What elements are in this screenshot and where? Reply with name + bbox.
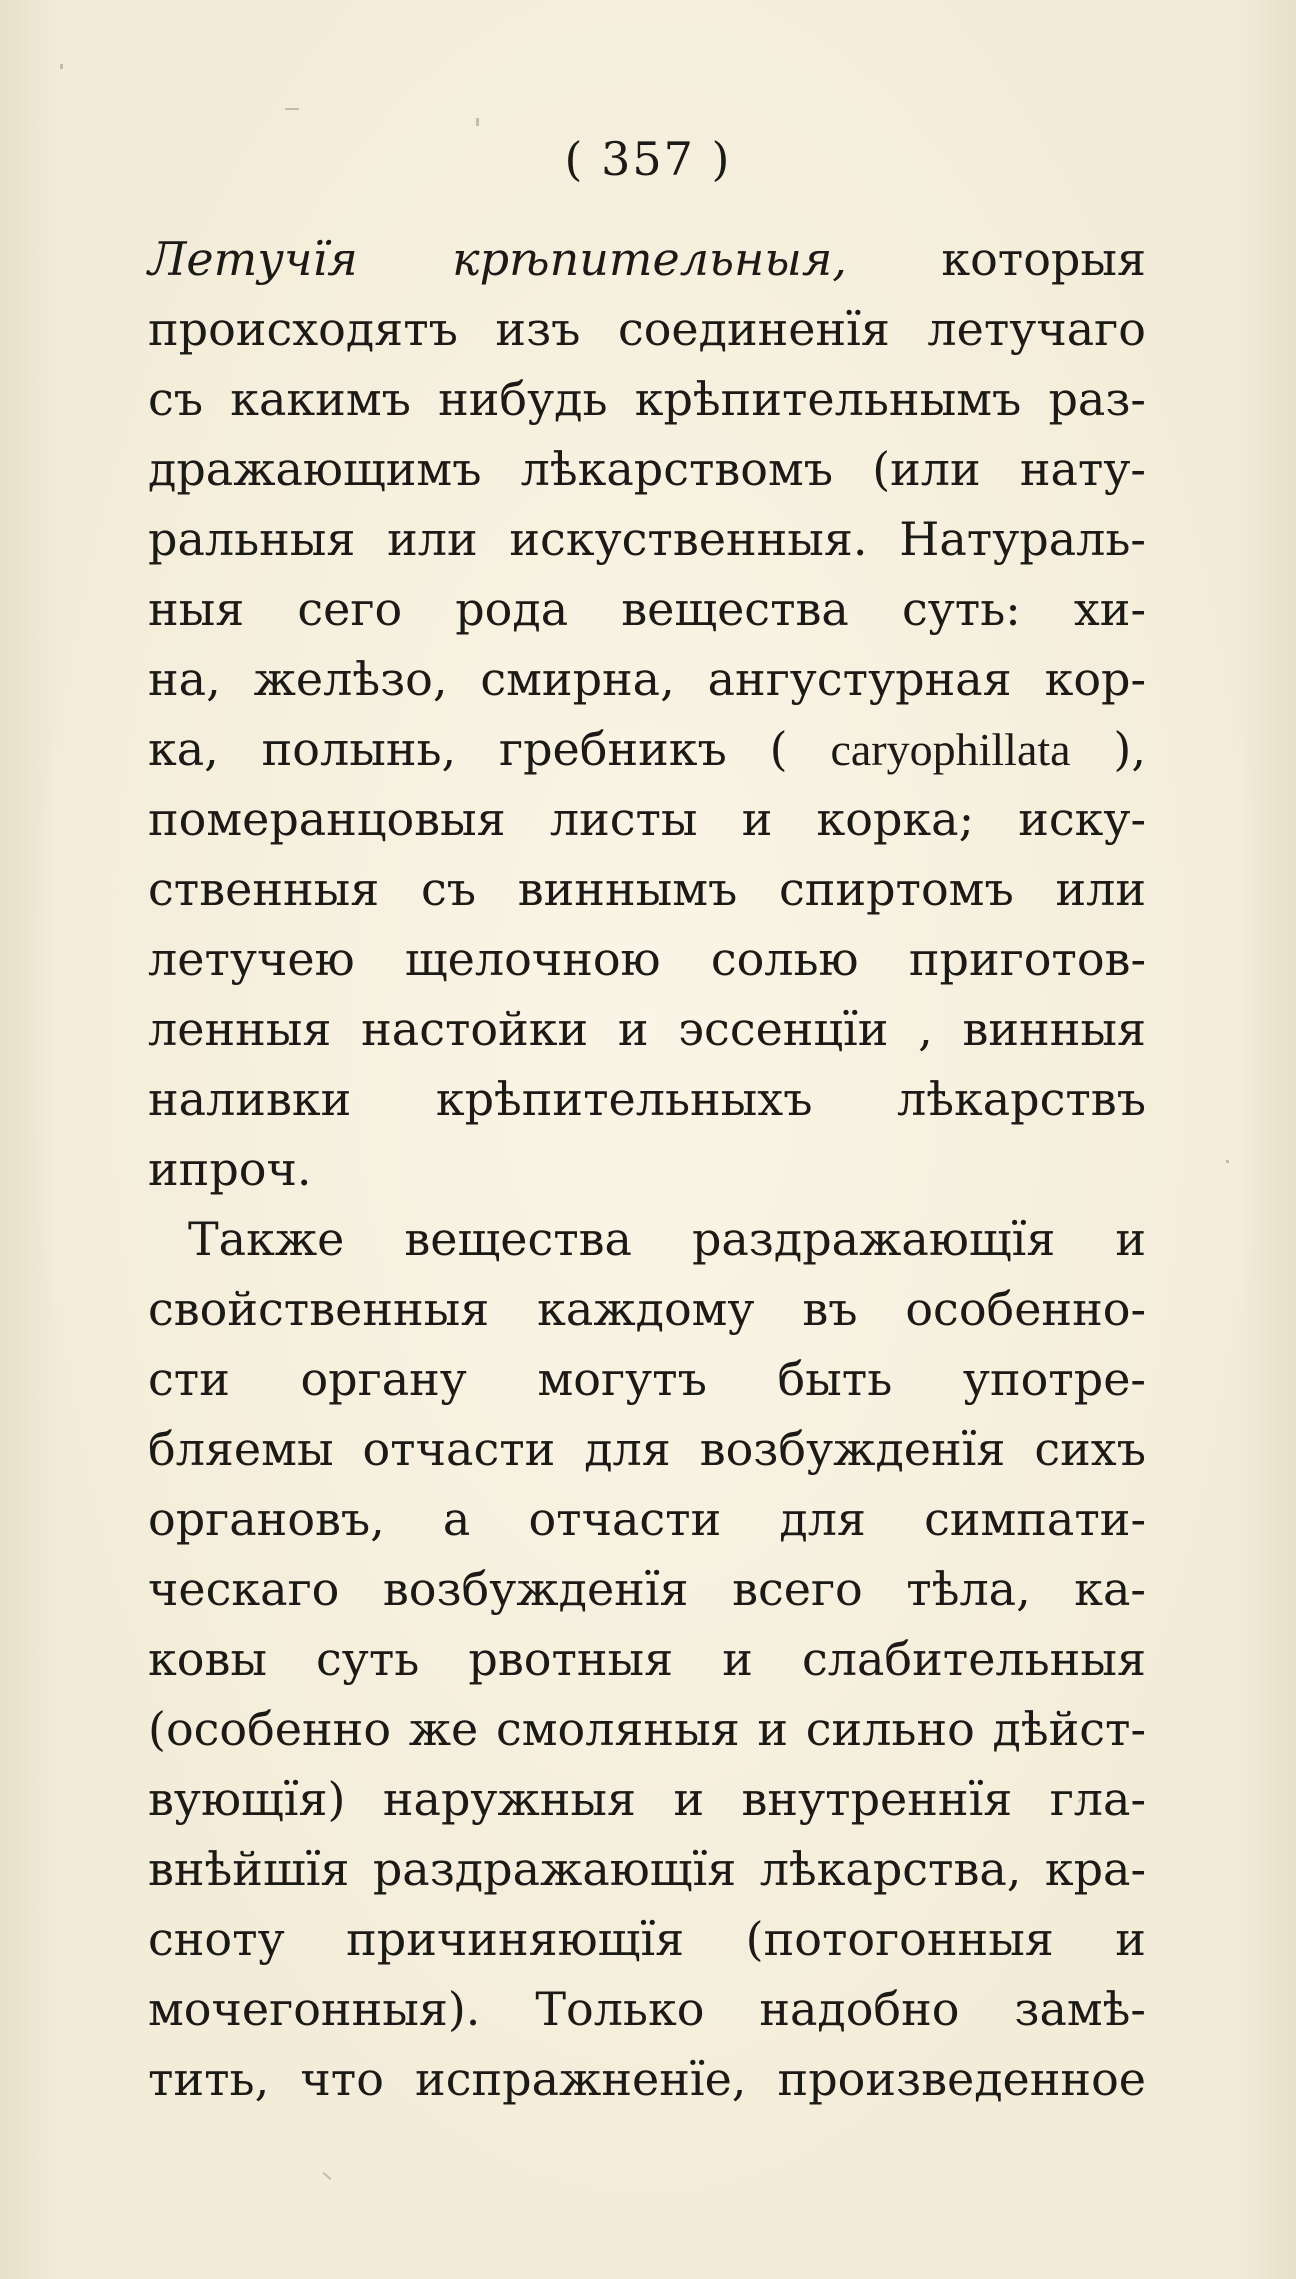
- text-line: [148, 1632, 1146, 1702]
- word: или: [387, 512, 478, 566]
- word: сноту: [148, 1912, 285, 1966]
- word: органовъ,: [148, 1492, 385, 1546]
- word: бляемы: [148, 1422, 334, 1476]
- word: корка;: [816, 792, 975, 846]
- word: искуственныя.: [509, 512, 868, 566]
- text-line: [148, 1002, 1146, 1072]
- text-line: [148, 1772, 1146, 1842]
- word: летучаго: [927, 302, 1146, 356]
- word: сильно: [805, 1702, 975, 1756]
- text-line: [148, 512, 1146, 582]
- word: же: [408, 1702, 479, 1756]
- word: причиняющїя: [346, 1912, 685, 1966]
- word: быть: [777, 1352, 893, 1406]
- word: произведенное: [777, 2052, 1146, 2106]
- word: и: [673, 1772, 705, 1826]
- word: крѣпительныя,: [452, 232, 847, 286]
- paper-speck: [60, 64, 63, 69]
- word: и: [617, 1002, 649, 1056]
- word: изъ: [495, 302, 581, 356]
- word: каждому: [537, 1282, 755, 1336]
- word: дражающимъ: [148, 442, 482, 496]
- word: caryophillata: [830, 724, 1071, 775]
- word: смоляныя: [495, 1702, 740, 1756]
- word: (или: [872, 442, 981, 496]
- text-line: [148, 862, 1146, 932]
- word: а: [442, 1492, 471, 1546]
- word: ральныя: [148, 512, 356, 566]
- word: и: [741, 792, 773, 846]
- text-line: [148, 792, 1146, 862]
- word: эссенцїи: [678, 1002, 889, 1056]
- word: надобно: [759, 1982, 960, 2036]
- word: винныя: [962, 1002, 1146, 1056]
- word: для: [584, 1422, 671, 1476]
- word: суть: [316, 1632, 420, 1686]
- word: въ: [802, 1282, 858, 1336]
- word: особенно-: [905, 1282, 1146, 1336]
- word: Также: [188, 1212, 345, 1266]
- word: солью: [710, 932, 859, 986]
- word: сти: [148, 1352, 230, 1406]
- word: вующїя): [148, 1772, 346, 1826]
- word: кор-: [1044, 652, 1146, 706]
- word: раз-: [1048, 372, 1146, 426]
- word: ка-: [1074, 1562, 1146, 1616]
- word: отчасти: [528, 1492, 722, 1546]
- word: симпати-: [924, 1492, 1146, 1546]
- text-line: [148, 932, 1146, 1002]
- word: Только: [535, 1982, 705, 2036]
- word: хи-: [1073, 582, 1146, 636]
- word: ковы: [148, 1632, 267, 1686]
- text-line: [148, 582, 1146, 652]
- word: гребникъ: [499, 722, 727, 776]
- text-line: [148, 1142, 1146, 1212]
- word: могутъ: [537, 1352, 707, 1406]
- text-line: [148, 1352, 1146, 1422]
- word: внутреннїя: [741, 1772, 1013, 1826]
- word: ка,: [148, 722, 219, 776]
- word: ,: [918, 1002, 933, 1056]
- text-line: [148, 1912, 1146, 1982]
- word: вещества: [404, 1212, 632, 1266]
- word: (: [769, 722, 788, 776]
- word: померанцовыя: [148, 792, 506, 846]
- page-number: ( 357 ): [564, 132, 732, 186]
- word: сихъ: [1034, 1422, 1146, 1476]
- text-line: [148, 2052, 1146, 2122]
- word: ственныя: [148, 862, 380, 916]
- word: листы: [549, 792, 698, 846]
- word: рода: [455, 582, 569, 636]
- word: суть:: [901, 582, 1021, 636]
- text-line: [148, 1842, 1146, 1912]
- word: рвотныя: [468, 1632, 674, 1686]
- word: на,: [148, 652, 221, 706]
- word: нибудь: [438, 372, 608, 426]
- word: нату-: [1019, 442, 1146, 496]
- word: летучею: [148, 932, 355, 986]
- word: отчасти: [362, 1422, 556, 1476]
- word: ),: [1113, 722, 1146, 776]
- word: возбужденїя: [699, 1422, 1006, 1476]
- word: что: [300, 2052, 384, 2106]
- word: для: [779, 1492, 866, 1546]
- word: и: [722, 1632, 753, 1686]
- paper-speck: [1226, 1160, 1229, 1163]
- word: употре-: [962, 1352, 1146, 1406]
- word: сего: [297, 582, 403, 636]
- word: съ: [148, 372, 204, 426]
- word: настойки: [361, 1002, 589, 1056]
- word: Летучїя: [148, 232, 358, 286]
- word: мочегонныя).: [148, 1982, 481, 2036]
- word: происходятъ: [148, 302, 458, 356]
- word: проч.: [178, 1142, 312, 1196]
- word: испражненїе,: [415, 2052, 747, 2106]
- word: съ: [421, 862, 477, 916]
- word: желѣзо,: [253, 652, 448, 706]
- paragraph-1: [148, 232, 1146, 1212]
- word: тѣла,: [906, 1562, 1031, 1616]
- word: крѣпительнымъ: [634, 372, 1022, 426]
- word: полынь,: [261, 722, 457, 776]
- word: щелочною: [404, 932, 661, 986]
- text-line: [148, 302, 1146, 372]
- text-line: [148, 1982, 1146, 2052]
- text-line: [148, 1702, 1146, 1772]
- word: (потогонныя: [745, 1912, 1054, 1966]
- text-line: [148, 1422, 1146, 1492]
- word: возбужденїя: [382, 1562, 689, 1616]
- word: раздражающїя: [372, 1842, 737, 1896]
- word: слабительныя: [801, 1632, 1146, 1686]
- word: и: [1115, 1912, 1146, 1966]
- paper-speck: [285, 108, 299, 110]
- word: органу: [300, 1352, 467, 1406]
- text-line: [148, 652, 1146, 722]
- word: кра-: [1044, 1842, 1146, 1896]
- word: спиртомъ: [779, 862, 1014, 916]
- word: (особенно: [148, 1702, 392, 1756]
- paper-speck: [476, 118, 479, 126]
- word: какимъ: [230, 372, 411, 426]
- word: и: [148, 1142, 179, 1196]
- text-line: [148, 1282, 1146, 1352]
- word: внѣйшїя: [148, 1842, 350, 1896]
- word: ческаго: [148, 1562, 340, 1616]
- word: наружныя: [382, 1772, 637, 1826]
- word: дѣйст-: [992, 1702, 1146, 1756]
- text-line: [148, 1562, 1146, 1632]
- text-line: [148, 722, 1146, 792]
- word: вещества: [621, 582, 849, 636]
- word: лѣкарства,: [759, 1842, 1022, 1896]
- word: крѣпительныхъ: [435, 1072, 813, 1126]
- word: Натураль-: [899, 512, 1146, 566]
- text-line: [148, 232, 1146, 302]
- word: лѣкарствъ: [897, 1072, 1146, 1126]
- word: соединенїя: [617, 302, 890, 356]
- word: приготов-: [908, 932, 1146, 986]
- word: или: [1055, 862, 1146, 916]
- word: и: [1115, 1212, 1146, 1266]
- paragraph-2: [148, 1212, 1146, 2122]
- word: которыя: [941, 232, 1146, 286]
- word: ныя: [148, 582, 245, 636]
- word: замѣ-: [1014, 1982, 1146, 2036]
- word: и: [757, 1702, 789, 1756]
- word: свойственныя: [148, 1282, 490, 1336]
- word: иску-: [1018, 792, 1146, 846]
- text-line: [148, 1212, 1146, 1282]
- paper-speck: [323, 2172, 332, 2180]
- word: раздражающїя: [691, 1212, 1056, 1266]
- body-text: [148, 232, 1146, 2122]
- word: гла-: [1049, 1772, 1146, 1826]
- word: виннымъ: [517, 862, 738, 916]
- word: тить,: [148, 2052, 270, 2106]
- text-line: [148, 1072, 1146, 1142]
- word: смирна,: [480, 652, 675, 706]
- word: ангустурная: [707, 652, 1012, 706]
- text-line: [148, 1492, 1146, 1562]
- word: лѣкарствомъ: [520, 442, 834, 496]
- text-line: [148, 442, 1146, 512]
- text-line: [148, 372, 1146, 442]
- word: наливки: [148, 1072, 352, 1126]
- word: ленныя: [148, 1002, 332, 1056]
- word: всего: [732, 1562, 863, 1616]
